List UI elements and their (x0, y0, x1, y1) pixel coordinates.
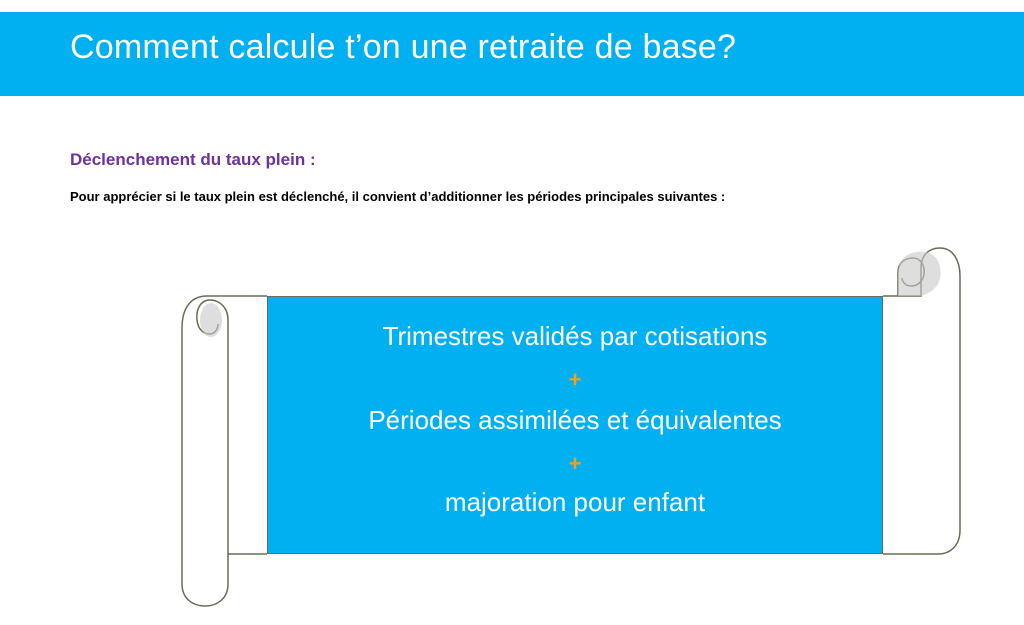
scroll-left-roll (182, 296, 267, 606)
period-cotisations: Trimestres validés par cotisations (382, 321, 768, 351)
section-subtitle: Déclenchement du taux plein : (70, 150, 316, 169)
plus-sign-1: + (568, 367, 582, 392)
plus-sign-2: + (568, 451, 582, 476)
slide-title: Comment calcule t’on une retraite de base? (70, 28, 737, 66)
period-assimilees: Périodes assimilées et équivalentes (368, 405, 782, 435)
scroll-left-curl-fill (200, 303, 222, 337)
scroll-panel (267, 296, 883, 554)
period-majoration: majoration pour enfant (444, 487, 706, 517)
intro-text: Pour apprécier si le taux plein est déclenché, il convient d’additionner les périodes principales suivantes : (70, 189, 726, 204)
